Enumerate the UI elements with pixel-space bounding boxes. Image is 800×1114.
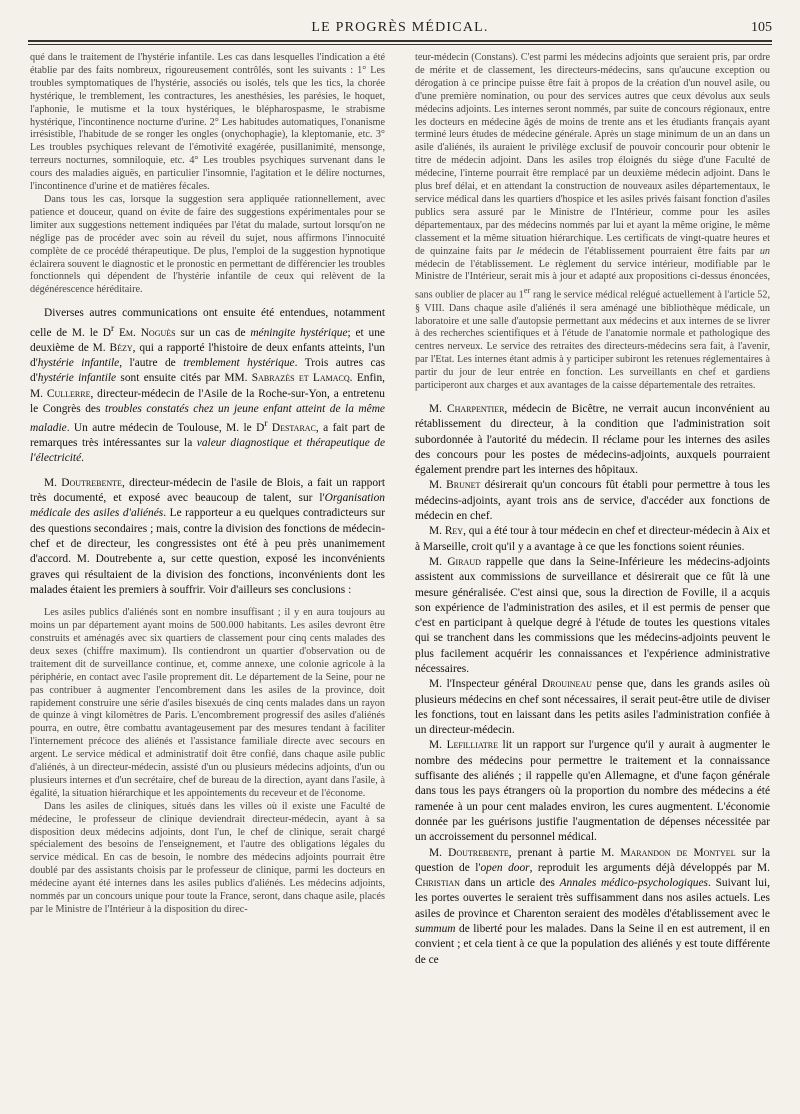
paragraph-drouineau: M. l'Inspecteur général Drouineau pense que, dans les grands asiles où plusieurs médecins en chef sont nécessaires, il serait peut-être utile de diviser les fonctions, tout en laissant dans les petits asiles l'administration confiée à un directeur-médecin. [415,678,770,737]
right-column [415,52,770,1108]
paragraph-communications: Diverses autres communications ont ensuite été entendues, notamment celle de M. le $D^r$ Em. Noguès sur un cas de méningite hystérique; et une deuxième de M. Bézy, qui a rapporté l'histoire de deux enfants atteints, l'un d'hystérie infantile, l'autre de tremblement hystérique. Trois autres cas d'hystérie infantile sont ensuite cités par MM. Sabrazès et Lamacq. Enfin, M. Cullerre, directeur-médecin de l'Asile de la Roche-sur-Yon, a entretenu le Congrès des troubles constatés chez un jeune enfant atteint de la même maladie. Un autre médecin de Toulouse, M. le $D^r$ Destarac, a fait part de remarques très intéressantes sur la valeur diagnostique et thérapeutique de l'électricité. [30,307,385,465]
header-rule-thin [28,44,772,45]
page-header [28,20,772,42]
paragraph-open-door: M. Doutrebente, prenant à partie M. Marandon de Montyel sur la question de l'open door, reproduit les arguments déjà développés par M. Christian dans un article des Annales médico-psychologiques. Suivant lui, les portes ouvertes le seraient très suffisamment dans nos asiles actuels. Les asiles de province et Charenton seraient des modèles d'établissement avec le summum de liberté pour les malades. Dans la Seine il en est autrement, il en convient ; et cela tient à ce que la population des aliénés y est toute différente de ce [415,846,770,966]
paragraph: qué dans le traitement de l'hystérie infantile. Les cas dans lesquelles l'indication a été établie par des faits nombreux, rigoureusement contrôlés, sont les suivants : 1° Les troubles symptomatiques de l'hystérie, associés ou isolés, tels que les tics, la chorée hystérique, le tremblement, les contractures, les anesthésies, les parésies, le hoquet, l'aphonie, le mutisme et la toux hystériques, le blépharospasme, le strabisme hystérique, l'incontinence nocturne d'urine. 2° Les habitudes automatiques, l'onanisme irrésistible, l'habitude de se ronger les ongles (onychophagie), la kleptomanie, etc. 3° Les troubles psychiques relevant de l'émotivité exagérée, pusillanimité, mensonge, terreurs nocturnes, somniloquie, etc. 4° Les troubles psychiques survenant dans le cours des maladies aiguës, en particulier l'insomnie, l'agitation et le délire nocturnes, l'incontinence d'urine et de matières fécales. [30,52,385,193]
paragraph-conclusions: Les asiles publics d'aliénés sont en nombre insuffisant ; il y en aura toujours au moins un par département ayant moins de 500.000 habitants. Les asiles devront être construits et aménagés avec six quartiers de classement pour cinq cents malades des deux sexes (chiffre maximum). Ils contiendront un quartier d'observation ou de traitement dit de surveillance continue, et, comme annexe, une colonie agricole à la périphérie, en contact avec l'asile proprement dit. Le département de la Seine, pour ne pas contribuer à augmenter l'encombrement dans les asiles de la province, doit rapidement construire une série d'asiles bisexués de cinq cents malades dans un rayon de quinze à vingt kilomètres de Paris. L'encombrement progressif des asiles d'aliénés pourra, en outre, être combattu avantageusement par des mesures tendant à faciliter l'internement précoce des aliénés et l'assistance familiale directe avec secours en argent. Le service médical et administratif doit être confié, dans chaque asile public d'aliénés, à un directeur-médecin, assisté d'un ou plusieurs médecins adjoints, d'un ou plusieurs internes et d'un secrétaire, chef de bureau de la direction, ayant dans l'asile, à égalité, la situation hiérarchique et les appointements du receveur et de l'économe. [30,607,385,799]
paragraph-charpentier: M. Charpentier, médecin de Bicêtre, ne verrait aucun inconvénient au rétablissement du directeur, à la condition que l'administration soit subordonnée à l'autorité du médecin. Il réclame pour les internes des asiles des concours pour les postes de médecins-adjoints, auxquels pourraient également prendre part les internes des hôpitaux. [415,402,770,477]
running-title: LE PROGRÈS MÉDICAL. [311,20,489,35]
paragraph-conclusions: Dans les asiles de cliniques, situés dans les villes où il existe une Faculté de médecine, le professeur de clinique deviendrait directeur-médecin, ayant à sa disposition deux médecins adjoints, dont l'un, le chef de clinique, serait chargé spécialement des besoins de l'enseignement, et l'autre des obligations légales du service médical. En cas de besoin, le nombre des médecins adjoints pourrait être doublé par des assistants choisis par le professeur de clinique, parmi les docteurs en médecine ayant été internes dans les asiles publics d'aliénés. Les médecins adjoints, nommés par un concours unique pour toute la France, seront, dans chaque asile, placés par le Ministre de l'Intérieur à la disposition du direc- [30,800,385,915]
paragraph-giraud: M. Giraud rappelle que dans la Seine-Inférieure les médecins-adjoints assistent aux commissions de surveillance et désirerait que ce fût là une mesure généralisée. C'est ainsi que, sous la direction de Foville, il a acquis son expérience de l'administration des asiles, et il est permis de penser que c'est en participant à quelque degré à l'étude de toutes les questions vitales qui se tranchent dans les commissions que les médecins-adjoints peuvent le plus facilement acquérir les connaissances et l'expérience administrative nécessaires. [415,555,770,675]
left-column [30,52,385,1108]
paragraph-brunet: M. Brunet désirerait qu'un concours fût établi pour permettre à tous les médecins-adjoints, ayant trois ans de service, d'accéder aux fonctions de médecin en chef. [415,479,770,523]
paragraph-lefilliatre: M. Lefilliatre lit un rapport sur l'urgence qu'il y aurait à augmenter le nombre des médecins pour permettre le traitement et la connaissance suffisante des aliénés ; il rappelle qu'en Allemagne, et d'une façon générale dans tous les pays étrangers où la proportion du nombre des médecins a été ramenée à un pour cent malades environ, les cures augmentent. L'économie donnée par les guérisons justifie l'augmentation de dépenses nécessitée par un accroissement du personnel médical. [415,739,770,844]
paragraph-conclusions-cont: teur-médecin (Constans). C'est parmi les médecins adjoints que seraient pris, par ordre de mérite et de classement, les directeurs-médecins, sans qu'aucune exception ou dérogation à ce principe puisse être fait à propos de la création d'un nouvel asile, ou d'une première nomination, ou pour des services autres que ceux dévolus aux seuls médecins adjoints. Les internes seront nommés, par suite de concours régionaux, entre les docteurs en médecine âgés de moins de trente ans et les étudiants français ayant terminé leurs études de médecine générale. Après un stage minimum de un an dans un asile d'aliénés, ils auraient le privilège exclusif de pouvoir concourir pour obtenir le titre de médecin adjoint. Dans les asiles trop éloignés du siège d'une Faculté de médecine, l'interne pourrait être remplacé par un deuxième médecin adjoint. Dans le plus bref délai, et en attendant la construction de nouveaux asiles départementaux, le service médical dans les quartiers d'hospice et les asiles privés faisant fonction d'asiles publics sera assuré par le Ministre de l'Intérieur, comme pour les asiles départementaux, par des médecins nommés par lui et ayant la même origine, le même classement et la même situation hiérarchique. Les certificats de vingt-quatre heures et de quinzaine faits par le médecin de l'établissement pourraient être faits par un médecin de l'établissement. Le règlement du service intérieur, modifiable par le Ministre de l'Intérieur, serait mis à jour et adapté aux propositions ci-dessus énoncées, sans oublier de placer au 1er rang le service médical relégué actuellement à l'article 52, § VIII. Dans chaque asile d'aliénés il sera aménagé une bibliothèque médicale, un laboratoire et une salle d'autopsie permettant aux médecins et aux internes de se livrer à des recherches scientifiques et à l'étude de l'anatomie normale et pathologique des centres nerveux. Le service des retraites des directeurs-médecins sera fait, à l'avenir, par l'Etat. Les internes étant admis à y participer subiront les retenues réglementaires à partir du jour de leur entrée en fonction. Les surveillants en chef et gardiens participeront aux charges et aux avantages de la caisse départementale des retraites. [415,52,770,392]
header-rule-thick [28,40,772,42]
paragraph-rey: M. Rey, qui a été tour à tour médecin en chef et directeur-médecin à Aix et à Marseille, croit qu'il y a avantage à ce que les fonctions soient réunies. [415,525,770,553]
paragraph: Dans tous les cas, lorsque la suggestion sera appliquée rationnellement, avec patience et douceur, quand on évite de faire des suggestions expérimentales pour se limiter aux suggestions nettement indiquées par l'état du malade, surtout lorsqu'on ne néglige pas de procéder avec soin au réveil du sujet, nous affirmons l'innocuité complète de ce procédé thérapeutique. De plus, l'emploi de la suggestion hypnotique éclairera souvent le diagnostic et le pronostic en permettant de différencier les troubles fonctionnels qui dépendent de l'hystérie infantile de ceux qui relèvent de la dégénérescence héréditaire. [30,193,385,296]
page-number: 105 [751,20,772,35]
paragraph-doutrebente-report: M. Doutrebente, directeur-médecin de l'asile de Blois, a fait un rapport très documenté, et exposé avec beaucoup de talent, sur l'Organisation médicale des asiles d'aliénés. Le rapporteur a eu quelques contradicteurs sur des questions secondaires ; mais, contre la division des fonctions de médecin-chef et de directeur, les congressistes ont été à peu près unanimement d'accord. M. Doutrebente a, sur cette question, exposé les inconvénients graves qui résultaient de la division des fonctions, inconvénients dont les malades étaient les premiers à souffrir. Voir d'ailleurs ses conclusions : [30,476,385,596]
